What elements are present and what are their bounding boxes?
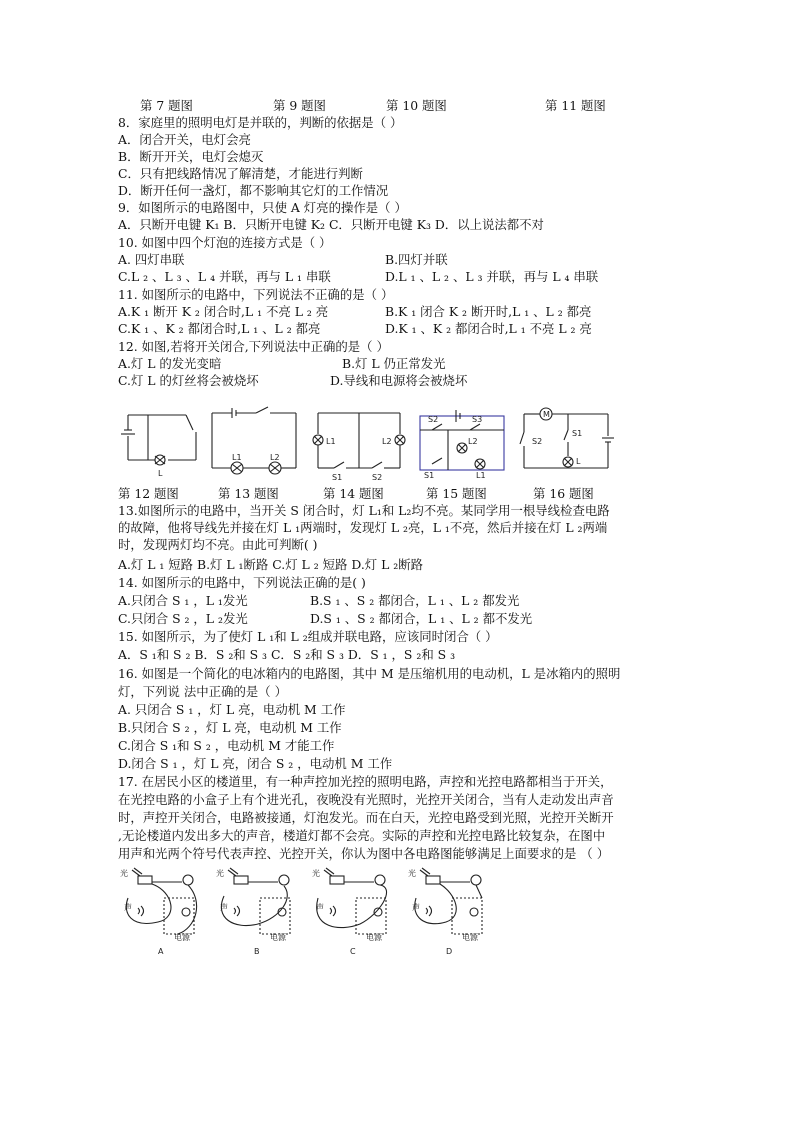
switch-s1-icon — [564, 430, 568, 440]
q14-option-a: A.只闭合 S ₁ ，L ₁发光 — [118, 593, 248, 608]
svg-text:电源: 电源 — [462, 933, 478, 942]
q17-figure-a — [120, 868, 197, 956]
q8-option-d: D．断开任何一盏灯，都不影响其它灯的工作情况 — [118, 183, 389, 198]
svg-text:L2: L2 — [468, 437, 478, 446]
q8-option-b: B．断开开关，电灯会熄灭 — [118, 149, 264, 164]
q17-line2: 在光控电路的小盒子上有个进光孔，夜晚没有光照时，光控开关闭合，当有人走动发出声音 — [118, 792, 614, 807]
q16-option-a: A. 只闭合 S ₁ ，灯 L 亮，电动机 M 工作 — [118, 702, 346, 717]
q11-option-d: D.K ₁ 、K ₂ 都闭合时,L ₁ 不亮 L ₂ 亮 — [385, 321, 592, 336]
lamp-icon — [471, 875, 481, 885]
caption-fig11: 第 11 题图 — [545, 98, 606, 113]
q16-line2: 灯，下列说 法中正确的是（ ） — [118, 684, 287, 699]
svg-text:电源: 电源 — [366, 933, 382, 942]
q12-option-c: C.灯 L 的灯丝将会被烧坏 — [118, 373, 259, 388]
svg-text:C: C — [350, 947, 356, 956]
q14-stem: 14. 如图所示的电路中，下列说法正确的是( ) — [118, 575, 366, 590]
q17-line3: 时，声控开关闭合，电路被接通，灯泡发光。而在白天，光控电路受到光照，光控开关断开 — [118, 810, 614, 825]
q11-option-b: B.K ₁ 闭合 K ₂ 断开时,L ₁ 、L ₂ 都亮 — [385, 304, 592, 319]
figure-14-circuit — [314, 410, 406, 482]
light-switch-icon — [138, 876, 152, 884]
svg-text:声: 声 — [316, 903, 324, 912]
power-icon — [470, 908, 478, 916]
svg-text:L2: L2 — [270, 453, 280, 462]
svg-text:光: 光 — [312, 869, 320, 878]
figure-15-circuit — [418, 408, 510, 482]
svg-text:声: 声 — [124, 903, 132, 912]
q17-figures — [118, 868, 498, 958]
caption-fig7: 第 7 题图 — [140, 98, 193, 113]
q14-option-d: D.S ₁ 、S ₂ 都闭合，L ₁ 、L ₂ 都不发光 — [310, 611, 533, 626]
caption-fig10: 第 10 题图 — [386, 98, 447, 113]
svg-text:S2: S2 — [428, 415, 439, 424]
q16-option-d: D.闭合 S ₁ ，灯 L 亮，闭合 S ₂ ，电动机 M 工作 — [118, 756, 393, 771]
q11-option-c: C.K ₁ 、K ₂ 都闭合时,L ₁ 、L ₂ 都亮 — [118, 321, 321, 336]
svg-text:S1: S1 — [424, 471, 435, 480]
figure-16-circuit — [520, 406, 616, 482]
q10-option-d: D.L ₁ 、L ₂ 、L ₃ 并联，再与 L ₄ 串联 — [385, 269, 599, 284]
svg-text:L1: L1 — [476, 471, 486, 480]
svg-text:光: 光 — [408, 869, 416, 878]
switch-s1-icon — [432, 458, 442, 464]
q17-line1: 17. 在居民小区的楼道里，有一种声控加光控的照明电路，声控和光控电路都相当于开关， — [118, 774, 613, 789]
q11-stem: 11. 如图所示的电路中，下列说法不正确的是（ ） — [118, 287, 394, 302]
lamp-icon — [375, 875, 385, 885]
svg-text:L: L — [576, 457, 581, 466]
svg-text:声: 声 — [412, 903, 420, 912]
power-icon — [182, 908, 190, 916]
svg-text:S3: S3 — [472, 415, 483, 424]
svg-text:L1: L1 — [232, 453, 242, 462]
lamp-icon — [279, 875, 289, 885]
q15-stem: 15. 如图所示，为了使灯 L ₁和 L ₂组成并联电路，应该同时闭合（ ） — [118, 629, 498, 644]
svg-text:S1: S1 — [332, 473, 343, 482]
light-switch-icon — [234, 876, 248, 884]
q8-option-c: C．只有把线路情况了解清楚，才能进行判断 — [118, 166, 363, 181]
q10-option-b: B.四灯并联 — [385, 252, 448, 267]
svg-text:电源: 电源 — [270, 933, 286, 942]
q17-figure-b — [216, 868, 290, 956]
q15-options: A．S ₁和 S ₂ B．S ₂和 S ₃ C．S ₂和 S ₃ D．S ₁ ，S ₂和 S ₃ — [118, 647, 456, 662]
light-switch-icon — [426, 876, 440, 884]
q8-stem: 8．家庭里的照明电灯是并联的，判断的依据是（ ） — [118, 115, 403, 130]
q12-stem: 12. 如图,若将开关闭合,下列说法中正确的是（ ） — [118, 339, 389, 354]
svg-text:B: B — [254, 947, 260, 956]
svg-text:M: M — [543, 410, 550, 419]
caption-fig13: 第 13 题图 — [218, 486, 279, 501]
power-box — [452, 898, 482, 934]
figure-13-circuit — [210, 410, 302, 482]
figure-12-circuit — [118, 410, 210, 482]
svg-text:电源: 电源 — [174, 933, 190, 942]
q8-option-a: A．闭合开关，电灯会亮 — [118, 132, 251, 147]
q13-options: A.灯 L ₁ 短路 B.灯 L ₁断路 C.灯 L ₂ 短路 D.灯 L ₂断路 — [118, 557, 424, 572]
svg-text:S2: S2 — [372, 473, 383, 482]
svg-text:L1: L1 — [326, 437, 336, 446]
switch-s3-icon — [470, 424, 480, 430]
q13-line3: 时，发现两灯均不亮。由此可判断( ) — [118, 537, 318, 552]
switch-s2-icon — [432, 424, 442, 430]
lamp-icon — [183, 875, 193, 885]
q9-options: A．只断开电键 K₁ B．只断开电键 K₂ C．只断开电键 K₃ D．以上说法都不对 — [118, 217, 544, 232]
q10-stem: 10. 如图中四个灯泡的连接方式是（ ） — [118, 235, 332, 250]
switch-s2-icon — [520, 432, 524, 444]
svg-text:光: 光 — [120, 869, 128, 878]
caption-fig15: 第 15 题图 — [426, 486, 487, 501]
q17-line4: ,无论楼道内发出多大的声音，楼道灯都不会亮。实际的声控和光控电路比较复杂，在图中 — [118, 828, 606, 843]
q16-option-b: B.只闭合 S ₂ ，灯 L 亮，电动机 M 工作 — [118, 720, 342, 735]
q14-option-b: B.S ₁ 、S ₂ 都闭合，L ₁ 、L ₂ 都发光 — [310, 593, 520, 608]
q17-figure-c — [312, 868, 387, 956]
svg-text:S2: S2 — [532, 437, 543, 446]
q16-option-c: C.闭合 S ₁和 S ₂ ，电动机 M 才能工作 — [118, 738, 335, 753]
q12-option-a: A.灯 L 的发光变暗 — [118, 356, 222, 371]
q13-line2: 的故障，他将导线先并接在灯 L ₁两端时，发现灯 L ₂亮，L ₁不亮，然后并接在灯 L ₂两端 — [118, 520, 608, 535]
q10-option-c: C.L ₂ 、L ₃ 、L ₄ 并联，再与 L ₁ 串联 — [118, 269, 331, 284]
svg-text:光: 光 — [216, 869, 224, 878]
svg-text:声: 声 — [220, 903, 228, 912]
power-box — [356, 898, 386, 934]
switch-icon — [256, 407, 268, 413]
caption-fig9: 第 9 题图 — [273, 98, 326, 113]
q14-option-c: C.只闭合 S ₂ ，L ₂发光 — [118, 611, 248, 626]
switch-s1-icon — [334, 462, 344, 468]
svg-text:D: D — [446, 947, 453, 956]
q12-option-b: B.灯 L 仍正常发光 — [342, 356, 446, 371]
label-l: L — [158, 469, 163, 478]
caption-fig12: 第 12 题图 — [118, 486, 179, 501]
q12-option-d: D.导线和电源将会被烧坏 — [330, 373, 468, 388]
q11-option-a: A.K ₁ 断开 K ₂ 闭合时,L ₁ 不亮 L ₂ 亮 — [118, 304, 329, 319]
q17-line5: 用声和光两个符号代表声控、光控开关，你认为图中各电路图能够满足上面要求的是 （ ） — [118, 846, 610, 861]
light-switch-icon — [330, 876, 344, 884]
switch-s2-icon — [372, 462, 382, 468]
q9-stem: 9．如图所示的电路图中，只使 A 灯亮的操作是（ ） — [118, 200, 407, 215]
q13-line1: 13.如图所示的电路中，当开关 S 闭合时，灯 L₁和 L₂均不亮。某同学用一根导线检查电路 — [118, 503, 610, 518]
svg-text:A: A — [158, 947, 164, 956]
q10-option-a: A. 四灯串联 — [118, 252, 185, 267]
svg-text:L2: L2 — [382, 437, 392, 446]
caption-fig14: 第 14 题图 — [323, 486, 384, 501]
caption-fig16: 第 16 题图 — [533, 486, 594, 501]
q17-figure-d — [408, 868, 482, 956]
svg-text:S1: S1 — [572, 429, 583, 438]
q16-line1: 16. 如图是一个简化的电冰箱内的电路图，其中 M 是压缩机用的电动机，L 是冰箱内的照明 — [118, 666, 621, 681]
